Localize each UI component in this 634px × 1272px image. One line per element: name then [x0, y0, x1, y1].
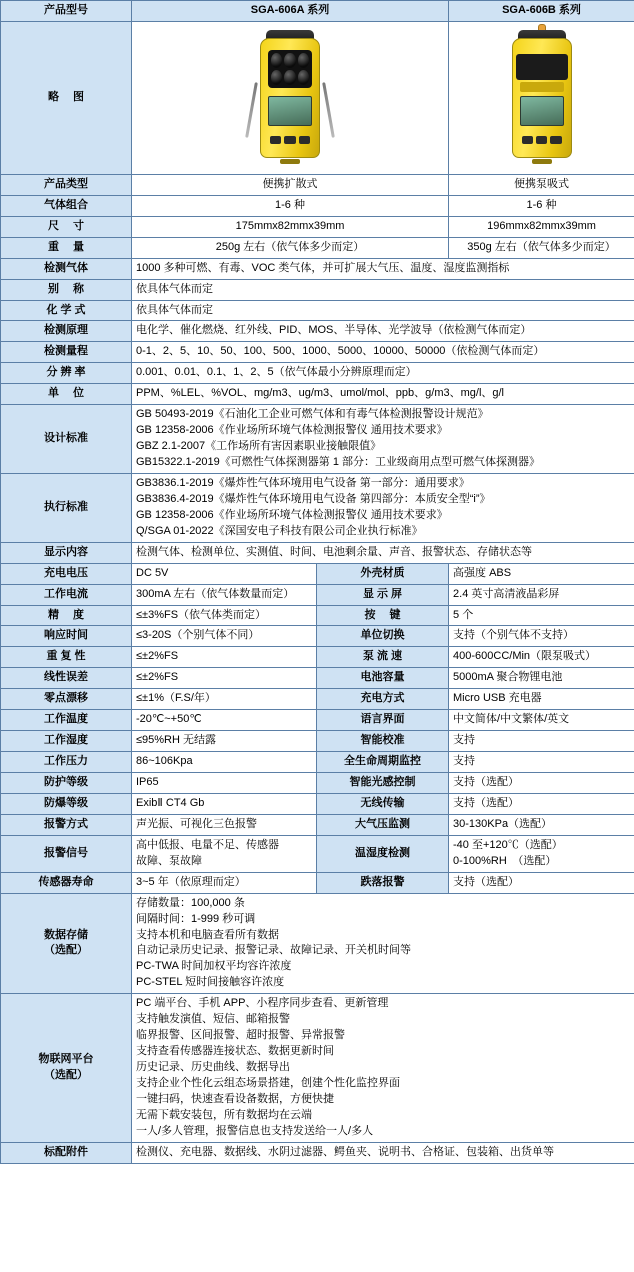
shell-value: 高强度 ABS [449, 563, 634, 584]
gas-detector-pump-icon [482, 24, 602, 166]
work-humid-value: ≤95%RH 无结露 [132, 731, 317, 752]
row-label-detect-gas: 检测气体 [1, 258, 132, 279]
table-row-alarm-signal [1, 835, 634, 872]
repeat-value: ≤±2%FS [132, 647, 317, 668]
design-std-line-1: GB 50493-2019《石油化工企业可燃气体和有毒气体检测报警设计规范》 [136, 408, 489, 421]
row-label-ip: 防护等级 [1, 773, 132, 794]
row-label-smart-cal: 智能校准 [317, 731, 449, 752]
iot-line-5: 历史记录、历史曲线、数据导出 [136, 1061, 290, 1073]
exec-std-line-4: Q/SGA 01-2022《深国安电子科技有限公司企业执行标准》 [136, 524, 423, 537]
row-label-charge-mode: 充电方式 [317, 689, 449, 710]
row-label-light-sense: 智能光感控制 [317, 773, 449, 794]
iot-line-8: 无需下载安装包，所有数据均在云端 [136, 1108, 312, 1121]
table-row-ex [1, 793, 634, 814]
table-row-linear [1, 668, 634, 689]
row-label-linear: 线性误差 [1, 668, 132, 689]
table-row-storage [1, 893, 634, 994]
language-value: 中文简体/中文繁体/英文 [449, 710, 634, 731]
table-row-resolution [1, 363, 634, 384]
table-row-detect-gas [1, 258, 634, 279]
row-label-accessories: 标配附件 [1, 1142, 132, 1163]
row-label-language: 语言界面 [317, 710, 449, 731]
table-row-design-std [1, 405, 634, 474]
keys-value: 5 个 [449, 605, 634, 626]
iot-line-7: 一键扫码，快速查看设备数据，方便快捷 [136, 1092, 334, 1105]
row-label-alias: 别 称 [1, 279, 132, 300]
table-row-charge-voltage [1, 563, 634, 584]
row-label-ex: 防爆等级 [1, 793, 132, 814]
table-row-unit [1, 384, 634, 405]
table-row-weight [1, 237, 634, 258]
storage-line-3: 支持本机和电脑查看所有数据 [136, 928, 279, 941]
unit-switch-value: 支持（个别气体不支持） [449, 626, 634, 647]
product-type-a: 便携扩散式 [132, 174, 449, 195]
detect-gas-value: 1000 多种可燃、有毒、VOC 类气体，并可扩展大气压、温度、湿度监测指标 [132, 258, 634, 279]
resolution-value: 0.001、0.01、0.1、1、2、5（依气体最小分辨原理而定） [132, 363, 634, 384]
row-label-resolution: 分 辨 率 [1, 363, 132, 384]
table-row-diagram [1, 21, 634, 174]
storage-line-2: 间隔时间：1-999 秒可调 [136, 912, 256, 925]
row-label-response: 响应时间 [1, 626, 132, 647]
row-label-unit-switch: 单位切换 [317, 626, 449, 647]
charge-mode-value: Micro USB 充电器 [449, 689, 634, 710]
row-label-formula: 化 学 式 [1, 300, 132, 321]
table-row-accessories [1, 1142, 634, 1163]
ip-value: IP65 [132, 773, 317, 794]
storage-label-line-2: （选配） [44, 944, 88, 957]
formula-value: 依具体气体而定 [132, 300, 634, 321]
screen-value: 2.4 英寸高清液晶彩屏 [449, 584, 634, 605]
size-b: 196mmx82mmx39mm [449, 216, 634, 237]
diagram-cell-a [132, 21, 449, 174]
row-label-wireless: 无线传输 [317, 793, 449, 814]
row-label-charge-voltage: 充电电压 [1, 563, 132, 584]
product-type-b: 便携泵吸式 [449, 174, 634, 195]
drop-alarm-value: 支持（选配） [449, 872, 634, 893]
iot-line-1: PC 端平台、手机 APP、小程序同步查看、更新管理 [136, 997, 389, 1010]
row-label-work-current: 工作电流 [1, 584, 132, 605]
temp-humid-line-1: -40 至+120℃（选配） [453, 838, 563, 851]
row-label-principle: 检测原理 [1, 321, 132, 342]
table-row-accuracy [1, 605, 634, 626]
smart-cal-value: 支持 [449, 731, 634, 752]
iot-line-9: 一人/多人管理，报警信息也支持发送给一人/多人 [136, 1124, 374, 1137]
row-label-shell: 外壳材质 [317, 563, 449, 584]
alarm-signal-line-1: 高中低报、电量不足、传感器 [136, 838, 279, 851]
accuracy-value: ≤±3%FS（依气体类而定） [132, 605, 317, 626]
row-label-screen: 显 示 屏 [317, 584, 449, 605]
design-std-line-2: GB 12358-2006《作业场所环境气体检测报警仪 通用技术要求》 [136, 424, 448, 437]
alias-value: 依具体气体而定 [132, 279, 634, 300]
table-row-size [1, 216, 634, 237]
storage-value [132, 893, 634, 994]
iot-label-line-2: （选配） [44, 1068, 88, 1081]
light-sense-value: 支持（选配） [449, 773, 634, 794]
table-row-alias [1, 279, 634, 300]
table-row-sensor-life [1, 872, 634, 893]
gas-combo-b: 1-6 种 [449, 195, 634, 216]
row-label-work-temp: 工作温度 [1, 710, 132, 731]
iot-label-line-1: 物联网平台 [38, 1053, 94, 1066]
table-row-model [1, 1, 634, 22]
range-value: 0-1、2、5、10、50、100、500、1000、5000、10000、50000（依检测气体而定） [132, 342, 634, 363]
work-press-value: 86~106Kpa [132, 752, 317, 773]
row-label-storage [1, 893, 132, 994]
design-std-line-4: GB15322.1-2019《可燃性气体探测器第 1 部分：工业级商用点型可燃气体探测器》 [136, 456, 541, 468]
row-label-weight: 重 量 [1, 237, 132, 258]
iot-value [132, 994, 634, 1142]
row-label-work-humid: 工作湿度 [1, 731, 132, 752]
table-row-principle [1, 321, 634, 342]
row-label-model: 产品型号 [1, 1, 132, 22]
row-label-display-content: 显示内容 [1, 542, 132, 563]
pump-value: 400-600CC/Min（限泵吸式） [449, 647, 634, 668]
table-row-formula [1, 300, 634, 321]
unit-value: PPM、%LEL、%VOL、mg/m3、ug/m3、umol/mol、ppb、g/m3、mg/l、g/l [132, 384, 634, 405]
work-current-value: 300mA 左右（依气体数量而定） [132, 584, 317, 605]
model-a-header: SGA-606A 系列 [132, 1, 449, 22]
table-row-repeat [1, 647, 634, 668]
battery-value: 5000mA 聚合物锂电池 [449, 668, 634, 689]
row-label-work-press: 工作压力 [1, 752, 132, 773]
table-row-iot [1, 994, 634, 1142]
exec-std-line-1: GB3836.1-2019《爆炸性气体环境用电气设备 第一部分：通用要求》 [136, 476, 470, 489]
lifecycle-value: 支持 [449, 752, 634, 773]
row-label-drop-alarm: 跌落报警 [317, 872, 449, 893]
row-label-pressure-monitor: 大气压监测 [317, 814, 449, 835]
row-label-keys: 按 键 [317, 605, 449, 626]
diagram-cell-b [449, 21, 634, 174]
table-row-work-humid [1, 731, 634, 752]
work-temp-value: -20℃~+50℃ [132, 710, 317, 731]
row-label-temp-humid: 温湿度检测 [317, 835, 449, 872]
row-label-alarm-signal: 报警信号 [1, 835, 132, 872]
row-label-size: 尺 寸 [1, 216, 132, 237]
zero-drift-value: ≤±1%（F.S/年） [132, 689, 317, 710]
wireless-value: 支持（选配） [449, 793, 634, 814]
row-label-product-type: 产品类型 [1, 174, 132, 195]
alarm-signal-line-2: 故障、泵故障 [136, 854, 202, 867]
table-row-product-type [1, 174, 634, 195]
row-label-gas-combo: 气体组合 [1, 195, 132, 216]
storage-line-6: PC-STEL 短时间接触容许浓度 [136, 976, 285, 989]
ex-value: ExibⅡ CT4 Gb [132, 793, 317, 814]
table-row-alarm-mode [1, 814, 634, 835]
row-label-range: 检测量程 [1, 342, 132, 363]
weight-a: 250g 左右（依气体多少而定） [132, 237, 449, 258]
table-row-ip [1, 773, 634, 794]
temp-humid-line-2: 0-100%RH （选配） [453, 854, 557, 867]
row-label-repeat: 重 复 性 [1, 647, 132, 668]
row-label-exec-std: 执行标准 [1, 473, 132, 542]
row-label-accuracy: 精 度 [1, 605, 132, 626]
table-row-range [1, 342, 634, 363]
exec-std-value [132, 473, 634, 542]
row-label-zero-drift: 零点漂移 [1, 689, 132, 710]
table-row-exec-std [1, 473, 634, 542]
accessories-value: 检测仪、充电器、数据线、水阴过滤器、鳄鱼夹、说明书、合格证、包装箱、出货单等 [132, 1142, 634, 1163]
model-b-header: SGA-606B 系列 [449, 1, 634, 22]
design-std-line-3: GBZ 2.1-2007《工作场所有害因素职业接触限值》 [136, 440, 382, 453]
table-row-work-temp [1, 710, 634, 731]
temp-humid-value [449, 835, 634, 872]
design-std-value [132, 405, 634, 474]
pressure-monitor-value: 30-130KPa（选配） [449, 814, 634, 835]
row-label-unit: 单 位 [1, 384, 132, 405]
row-label-design-std: 设计标准 [1, 405, 132, 474]
gas-combo-a: 1-6 种 [132, 195, 449, 216]
linear-value: ≤±2%FS [132, 668, 317, 689]
alarm-signal-value [132, 835, 317, 872]
table-row-work-current [1, 584, 634, 605]
row-label-sensor-life: 传感器寿命 [1, 872, 132, 893]
exec-std-line-2: GB3836.4-2019《爆炸性气体环境用电气设备 第四部分：本质安全型“i”》 [136, 492, 491, 505]
charge-voltage-value: DC 5V [132, 563, 317, 584]
row-label-alarm-mode: 报警方式 [1, 814, 132, 835]
response-value: ≤3-20S（个别气体不同） [132, 626, 317, 647]
row-label-diagram: 略 图 [1, 21, 132, 174]
weight-b: 350g 左右（依气体多少而定） [449, 237, 634, 258]
gas-detector-diffusion-icon [230, 24, 350, 166]
row-label-iot [1, 994, 132, 1142]
table-row-work-press [1, 752, 634, 773]
iot-line-2: 支持触发演值、短信、邮箱报警 [136, 1013, 290, 1026]
display-content-value: 检测气体、检测单位、实测值、时间、电池剩余量、声音、报警状态、存储状态等 [132, 542, 634, 563]
table-row-zero-drift [1, 689, 634, 710]
principle-value: 电化学、催化燃烧、红外线、PID、MOS、半导体、光学波导（依检测气体而定） [132, 321, 634, 342]
row-label-lifecycle: 全生命周期监控 [317, 752, 449, 773]
storage-line-1: 存储数量：100,000 条 [136, 896, 245, 909]
sensor-life-value: 3~5 年（依原理而定） [132, 872, 317, 893]
iot-line-4: 支持查看传感器连接状态、数据更新时间 [136, 1045, 334, 1058]
exec-std-line-3: GB 12358-2006《作业场所环境气体检测报警仪 通用技术要求》 [136, 508, 448, 521]
storage-line-4: 自动记录历史记录、报警记录、故障记录、开关机时间等 [136, 944, 411, 957]
table-row-display-content [1, 542, 634, 563]
row-label-battery: 电池容量 [317, 668, 449, 689]
storage-line-5: PC-TWA 时间加权平均容许浓度 [136, 960, 292, 973]
storage-label-line-1: 数据存储 [44, 928, 88, 941]
iot-line-3: 临界报警、区间报警、超时报警、异常报警 [136, 1029, 345, 1042]
size-a: 175mmx82mmx39mm [132, 216, 449, 237]
table-row-gas-combo [1, 195, 634, 216]
iot-line-6: 支持企业个性化云组态场景搭建，创建个性化监控界面 [136, 1076, 400, 1089]
alarm-mode-value: 声光振、可视化三色报警 [132, 814, 317, 835]
table-row-response [1, 626, 634, 647]
row-label-pump: 泵 流 速 [317, 647, 449, 668]
